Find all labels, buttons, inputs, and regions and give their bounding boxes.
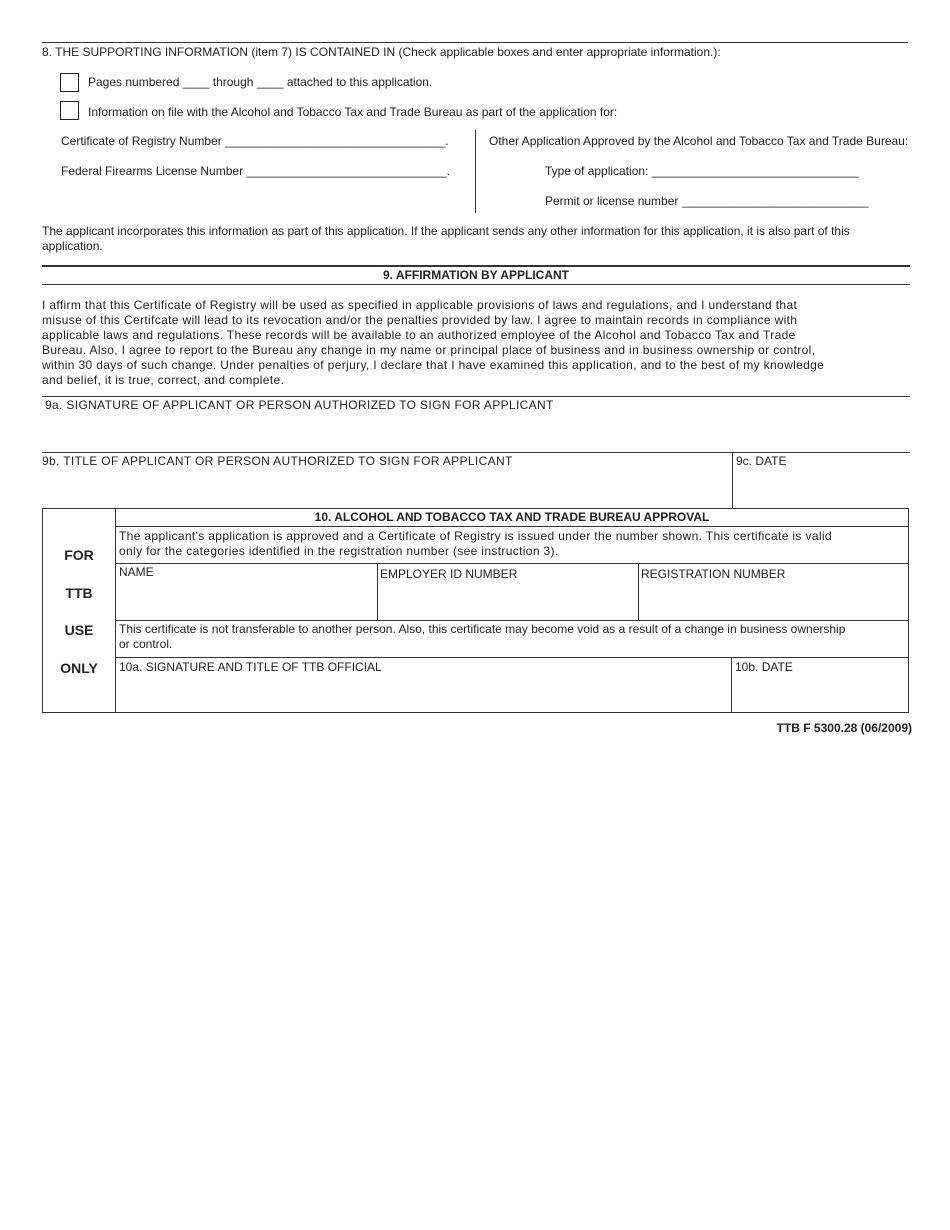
registration-number-label: REGISTRATION NUMBER <box>641 567 786 581</box>
sig-10a-label: 10a. SIGNATURE AND TITLE OF TTB OFFICIAL <box>119 660 382 674</box>
side-word: ONLY <box>60 659 98 676</box>
date-10b-divider <box>731 657 732 713</box>
ttb-official-signature-field[interactable] <box>117 676 729 711</box>
affirmation-line: I affirm that this Certificate of Registry will be used as specified in applicable provisions of laws and regulations, and I understand that <box>42 298 798 312</box>
applicant-title-field[interactable] <box>42 470 730 506</box>
type-of-application-field[interactable]: Type of application: _______________________________ <box>545 164 859 178</box>
affirmation-line: Bureau. Also, I agree to report to the Bureau any change in my name or principal place of business and in business ownership or control, <box>42 343 816 357</box>
applicant-signature-field[interactable] <box>42 414 910 451</box>
registration-number-field[interactable] <box>640 582 907 618</box>
not-transferable-statement <box>119 622 907 652</box>
affirmation-line: and belief, it is true, correct, and complete. <box>42 373 285 387</box>
permit-license-number-field[interactable]: Permit or license number ____________________________ <box>545 194 869 208</box>
section10-heading-rule <box>115 526 909 527</box>
section8-column-divider <box>475 130 476 213</box>
not-transferable-line: or control. <box>119 637 173 651</box>
section9-heading: 9. AFFIRMATION BY APPLICANT <box>383 268 569 282</box>
form-number: TTB F 5300.28 (06/2009) <box>776 721 912 735</box>
cert-registry-number-field[interactable]: Certificate of Registry Number _________________________________. <box>61 134 449 148</box>
ids-divider-2 <box>638 563 639 620</box>
approval-statement <box>119 529 907 559</box>
name-label: NAME <box>119 565 154 579</box>
title-9b-rule <box>42 452 910 453</box>
affirmation-line: applicable laws and regulations. These records will be available to an authorized employee of the Alcohol and Tobacco Tax and Trade <box>42 328 796 342</box>
section9-heading-rule <box>42 284 910 285</box>
section10-heading: 10. ALCOHOL AND TOBACCO TAX AND TRADE BUREAU APPROVAL <box>314 510 710 524</box>
date-10b-label: 10b. DATE <box>735 660 793 674</box>
info-on-file-label: Information on file with the Alcohol and Tobacco Tax and Trade Bureau as part of the application for: <box>88 105 618 119</box>
not-transferable-line: This certificate is not transferable to another person. Also, this certificate may become void as a result of a change in business ownership <box>119 622 846 636</box>
ids-divider-1 <box>377 563 378 620</box>
federal-firearms-license-field[interactable]: Federal Firearms License Number ______________________________. <box>61 164 450 178</box>
section8-heading: 8. THE SUPPORTING INFORMATION (item 7) IS CONTAINED IN (Check applicable boxes and enter appropriate information.): <box>42 45 721 59</box>
info-on-file-checkbox[interactable] <box>60 101 79 120</box>
pages-attached-checkbox[interactable] <box>60 73 79 92</box>
ttb-side-divider <box>115 508 116 713</box>
for-ttb-use-only-label <box>43 537 115 687</box>
ids-top-rule <box>115 563 909 564</box>
side-word: TTB <box>65 584 93 601</box>
sig-9a-label: 9a. SIGNATURE OF APPLICANT OR PERSON AUTHORIZED TO SIGN FOR APPLICANT <box>45 398 554 412</box>
side-word: FOR <box>64 547 94 563</box>
employer-id-label: EMPLOYER ID NUMBER <box>380 567 518 581</box>
side-word: USE <box>64 622 94 638</box>
name-field[interactable] <box>117 582 375 618</box>
title-9b-label: 9b. TITLE OF APPLICANT OR PERSON AUTHORIZED TO SIGN FOR APPLICANT <box>42 454 513 468</box>
affirmation-text <box>42 298 910 388</box>
date-9c-divider <box>732 452 733 508</box>
other-application-label: Other Application Approved by the Alcohol and Tobacco Tax and Trade Bureau: <box>489 134 909 148</box>
approval-line: only for the categories identified in the registration number (see instruction 3). <box>119 544 559 558</box>
affirmation-line: misuse of this Certifcate will lead to its revocation and/or the penalties provided by law. I agree to maintain records in compliance with <box>42 313 798 327</box>
section9-top-rule <box>42 265 910 267</box>
top-rule <box>42 42 908 43</box>
pages-attached-label: Pages numbered ____ through ____ attached to this application. <box>88 75 433 89</box>
approval-line: The applicant's application is approved and a Certificate of Registry is issued under the number shown. This certificate is valid <box>119 529 832 543</box>
ttb-date-field[interactable] <box>733 676 907 711</box>
applicant-date-field[interactable] <box>734 470 908 506</box>
date-9c-label: 9c. DATE <box>736 454 787 468</box>
affirmation-line: within 30 days of such change. Under penalties of perjury, I declare that I have examined this application, and to the best of my knowledge <box>42 358 825 372</box>
official-sig-rule <box>115 657 909 658</box>
transfer-top-rule <box>115 620 909 621</box>
sig-9a-rule <box>42 396 910 397</box>
incorporates-statement: The applicant incorporates this information as part of this application. If the applicant sends any other information for this application, it is also part of this application. <box>42 224 850 253</box>
employer-id-field[interactable] <box>379 582 636 618</box>
